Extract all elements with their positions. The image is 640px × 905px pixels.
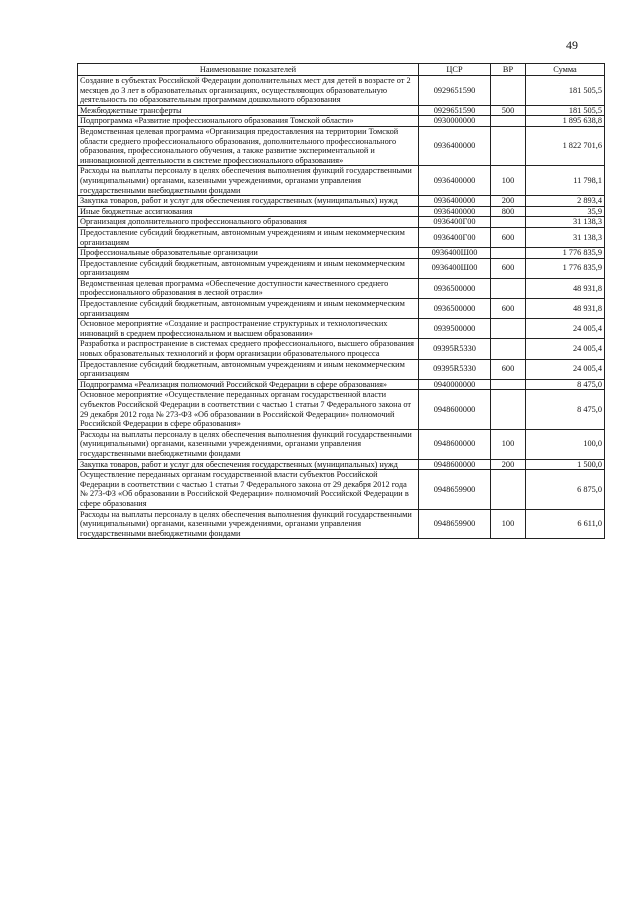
cell-vr: 200	[491, 459, 526, 470]
cell-name: Ведомственная целевая программа «Организация предоставления на территории Томской области среднего профессионального образования, дополнительного профессионального образования, профессионального обучения, а также развитие экспериментальной и инновационной деятельности в системе профессионального образования»	[78, 126, 419, 165]
cell-vr	[491, 278, 526, 298]
table-row	[78, 217, 605, 228]
cell-vr	[491, 319, 526, 339]
cell-vr: 200	[491, 196, 526, 207]
cell-name: Расходы на выплаты персоналу в целях обеспечения выполнения функций государственными (муниципальными) органами, казенными учреждениями, органами управления государственными внебюджетными фондами	[78, 166, 419, 196]
table-row	[78, 126, 605, 165]
cell-csr: 0936500000	[419, 299, 491, 319]
cell-vr	[491, 248, 526, 259]
cell-sum: 2 893,4	[526, 196, 605, 207]
cell-sum: 1 500,0	[526, 459, 605, 470]
cell-sum: 24 005,4	[526, 339, 605, 359]
cell-vr: 600	[491, 359, 526, 379]
page-number: 49	[566, 38, 578, 52]
cell-vr: 500	[491, 105, 526, 116]
cell-csr: 0940000000	[419, 379, 491, 390]
cell-sum: 100,0	[526, 429, 605, 459]
cell-name: Основное мероприятие «Осуществление переданных органам государственной власти субъектов Российской Федерации в соответствии с частью 1 статьи 7 Федерального закона от 29 декабря 2012 года № 273-ФЗ «Об образовании в Российской Федерации» полномочий Российской Федерации в сфере образования»	[78, 390, 419, 429]
cell-sum: 6 611,0	[526, 509, 605, 539]
cell-sum: 11 798,1	[526, 166, 605, 196]
cell-sum: 8 475,0	[526, 379, 605, 390]
cell-sum: 1 822 701,6	[526, 126, 605, 165]
cell-sum: 24 005,4	[526, 359, 605, 379]
table-row	[78, 359, 605, 379]
cell-sum: 1 776 835,9	[526, 248, 605, 259]
cell-csr: 0936400000	[419, 206, 491, 217]
cell-name: Иные бюджетные ассигнования	[78, 206, 419, 217]
table-row	[78, 459, 605, 470]
cell-name: Основное мероприятие «Создание и распространение структурных и технологических инноваций в среднем профессиональном и высшем образовании»	[78, 319, 419, 339]
cell-sum: 1 895 638,8	[526, 116, 605, 127]
budget-table	[77, 63, 605, 539]
cell-vr	[491, 390, 526, 429]
table-row	[78, 258, 605, 278]
cell-csr: 0948600000	[419, 390, 491, 429]
cell-csr: 0936400Г00	[419, 227, 491, 247]
cell-vr	[491, 339, 526, 359]
cell-sum: 8 475,0	[526, 390, 605, 429]
cell-csr: 0939500000	[419, 319, 491, 339]
cell-sum: 24 005,4	[526, 319, 605, 339]
cell-csr: 0929651590	[419, 105, 491, 116]
cell-name: Закупка товаров, работ и услуг для обеспечения государственных (муниципальных) нужд	[78, 459, 419, 470]
table-row	[78, 206, 605, 217]
cell-csr: 0929651590	[419, 76, 491, 106]
cell-csr: 0936500000	[419, 278, 491, 298]
cell-csr: 09395R5330	[419, 339, 491, 359]
cell-name: Осуществление переданных органам государственной власти субъектов Российской Федерации в соответствии с частью 1 статьи 7 Федерального закона от 29 декабря 2012 года № 273-ФЗ «Об образовании в Российской Федерации» полномочий Российской Федерации в сфере образования	[78, 470, 419, 509]
cell-sum: 6 875,0	[526, 470, 605, 509]
table-row	[78, 227, 605, 247]
cell-csr: 09395R5330	[419, 359, 491, 379]
header-sum: Сумма	[526, 64, 605, 76]
cell-sum: 35,9	[526, 206, 605, 217]
cell-sum: 48 931,8	[526, 299, 605, 319]
cell-name: Расходы на выплаты персоналу в целях обеспечения выполнения функций государственными (муниципальными) органами, казенными учреждениями, органами управления государственными внебюджетными фондами	[78, 429, 419, 459]
cell-vr: 100	[491, 429, 526, 459]
table-row	[78, 379, 605, 390]
table-row	[78, 390, 605, 429]
cell-name: Подпрограмма «Развитие профессионального образования Томской области»	[78, 116, 419, 127]
cell-name: Предоставление субсидий бюджетным, автономным учреждениям и иным некоммерческим организациям	[78, 359, 419, 379]
cell-csr: 0948659900	[419, 470, 491, 509]
cell-vr	[491, 126, 526, 165]
cell-name: Расходы на выплаты персоналу в целях обеспечения выполнения функций государственными (муниципальными) органами, казенными учреждениями, органами управления государственными внебюджетными фондами	[78, 509, 419, 539]
cell-vr: 600	[491, 258, 526, 278]
table-row	[78, 248, 605, 259]
cell-vr: 100	[491, 509, 526, 539]
cell-csr: 0936400Ш00	[419, 248, 491, 259]
header-vr: ВР	[491, 64, 526, 76]
table-row	[78, 76, 605, 106]
cell-vr: 100	[491, 166, 526, 196]
cell-csr: 0948659900	[419, 509, 491, 539]
cell-name: Профессиональные образовательные организации	[78, 248, 419, 259]
cell-name: Закупка товаров, работ и услуг для обеспечения государственных (муниципальных) нужд	[78, 196, 419, 207]
cell-csr: 0936400000	[419, 196, 491, 207]
cell-sum: 1 776 835,9	[526, 258, 605, 278]
cell-name: Предоставление субсидий бюджетным, автономным учреждениям и иным некоммерческим организациям	[78, 258, 419, 278]
table-row	[78, 299, 605, 319]
cell-vr: 800	[491, 206, 526, 217]
table-row	[78, 429, 605, 459]
cell-csr: 0936400Ш00	[419, 258, 491, 278]
cell-vr	[491, 76, 526, 106]
cell-name: Ведомственная целевая программа «Обеспечение доступности качественного среднего профессионального образования в лесной отрасли»	[78, 278, 419, 298]
cell-name: Создание в субъектах Российской Федерации дополнительных мест для детей в возрасте от 2 месяцев до 3 лет в образовательных организациях, осуществляющих образовательную деятельность по образовательным программам дошкольного образования	[78, 76, 419, 106]
cell-sum: 48 931,8	[526, 278, 605, 298]
table-row	[78, 166, 605, 196]
cell-sum: 31 138,3	[526, 227, 605, 247]
cell-name: Предоставление субсидий бюджетным, автономным учреждениям и иным некоммерческим организациям	[78, 227, 419, 247]
cell-sum: 181 505,5	[526, 76, 605, 106]
cell-csr: 0948600000	[419, 459, 491, 470]
cell-sum: 181 505,5	[526, 105, 605, 116]
cell-name: Организация дополнительного профессионального образования	[78, 217, 419, 228]
cell-name: Предоставление субсидий бюджетным, автономным учреждениям и иным некоммерческим организациям	[78, 299, 419, 319]
cell-vr: 600	[491, 299, 526, 319]
cell-csr: 0930000000	[419, 116, 491, 127]
header-csr: ЦСР	[419, 64, 491, 76]
table-row	[78, 470, 605, 509]
table-row	[78, 509, 605, 539]
cell-csr: 0936400000	[419, 126, 491, 165]
cell-csr: 0948600000	[419, 429, 491, 459]
table-row	[78, 339, 605, 359]
cell-name: Межбюджетные трансферты	[78, 105, 419, 116]
table-row	[78, 116, 605, 127]
header-name: Наименование показателей	[78, 64, 419, 76]
cell-vr	[491, 217, 526, 228]
cell-vr	[491, 116, 526, 127]
cell-vr	[491, 470, 526, 509]
cell-name: Подпрограмма «Реализация полномочий Российской Федерации в сфере образования»	[78, 379, 419, 390]
table-row	[78, 196, 605, 207]
table-row	[78, 319, 605, 339]
table-header-row	[78, 64, 605, 76]
table-row	[78, 105, 605, 116]
cell-csr: 0936400000	[419, 166, 491, 196]
cell-vr: 600	[491, 227, 526, 247]
cell-name: Разработка и распространение в системах среднего профессионального, высшего образования новых образовательных технологий и форм организации образовательного процесса	[78, 339, 419, 359]
cell-vr	[491, 379, 526, 390]
table-row	[78, 278, 605, 298]
cell-csr: 0936400Г00	[419, 217, 491, 228]
cell-sum: 31 138,3	[526, 217, 605, 228]
